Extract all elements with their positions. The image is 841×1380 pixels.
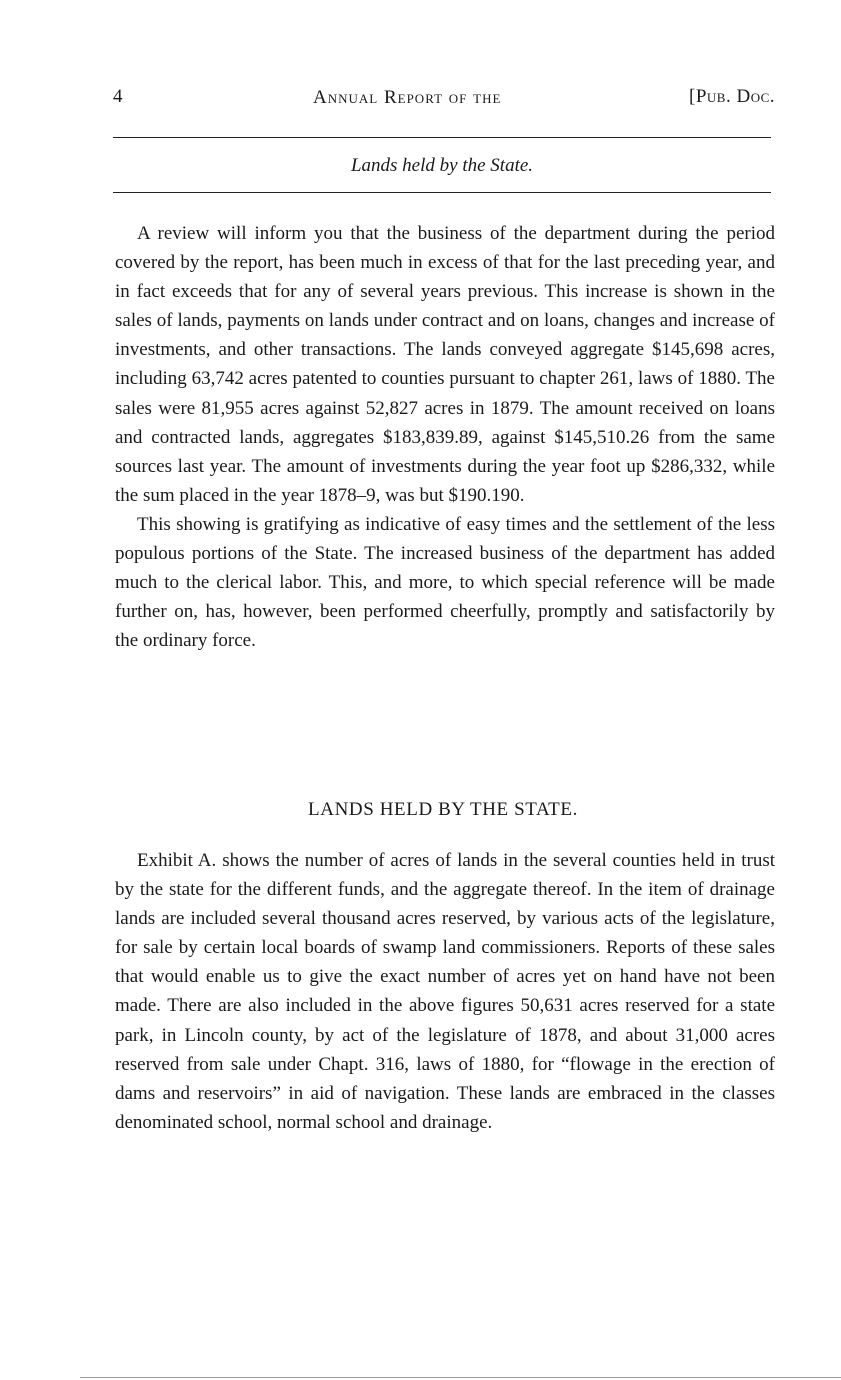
body-text-block-1 — [115, 219, 775, 655]
paragraph: This showing is gratifying as indicative of easy times and the settlement of the less populous portions of the State. The increased business of the department has added much to the clerical labor. This, and more, to which special reference will be made further on, has, however, been performed cheerfully, promptly and satisfactorily by the ordinary force. — [115, 513, 775, 652]
paragraph: A review will inform you that the business of the department during the period covered by the report, has been much in excess of that for the last preceding year, and in fact exceeds that for any of several years previous. This increase is shown in the sales of lands, payments on lands under contract and on loans, changes and increase of investments, and other transactions. The lands conveyed aggregate $145,698 acres, including 63,742 acres patented to counties pursuant to chapter 261, laws of 1880. The sales were 81,955 acres against 52,827 acres in 1879. The amount received on loans and contracted lands, aggregates $183,839.89, against $145,510.26 from the same sources last year. The amount of investments during the year foot up $286,332, while the sum placed in the year 1878–9, was but $190.190. — [115, 223, 775, 506]
running-head-document: [Pub. Doc. — [689, 86, 775, 107]
running-head-title: Annual Report of the — [313, 87, 502, 108]
header-rule-bottom — [113, 192, 771, 193]
body-text-block-2 — [115, 846, 775, 1137]
footer-rule — [80, 1377, 841, 1378]
paragraph: Exhibit A. shows the number of acres of lands in the several counties held in trust by the state for the different funds, and the aggregate thereof. In the item of drainage lands are included several thousand acres reserved, by various acts of the legislature, for sale by certain local boards of swamp land commissioners. Reports of these sales that would enable us to give the exact number of acres yet on hand have not been made. There are also included in the above figures 50,631 acres reserved for a state park, in Lincoln county, by act of the legislature of 1878, and about 31,000 acres reserved from sale under Chapt. 316, laws of 1880, for “flowage in the erection of dams and reservoirs” in aid of navigation. These lands are embraced in the classes denominated school, normal school and drainage. — [115, 850, 775, 1133]
running-head — [113, 86, 775, 114]
section-title-italic: Lands held by the State. — [350, 155, 534, 176]
page-number: 4 — [113, 86, 123, 107]
section-heading: LANDS HELD BY THE STATE. — [308, 799, 578, 820]
header-rule-top — [113, 137, 771, 138]
